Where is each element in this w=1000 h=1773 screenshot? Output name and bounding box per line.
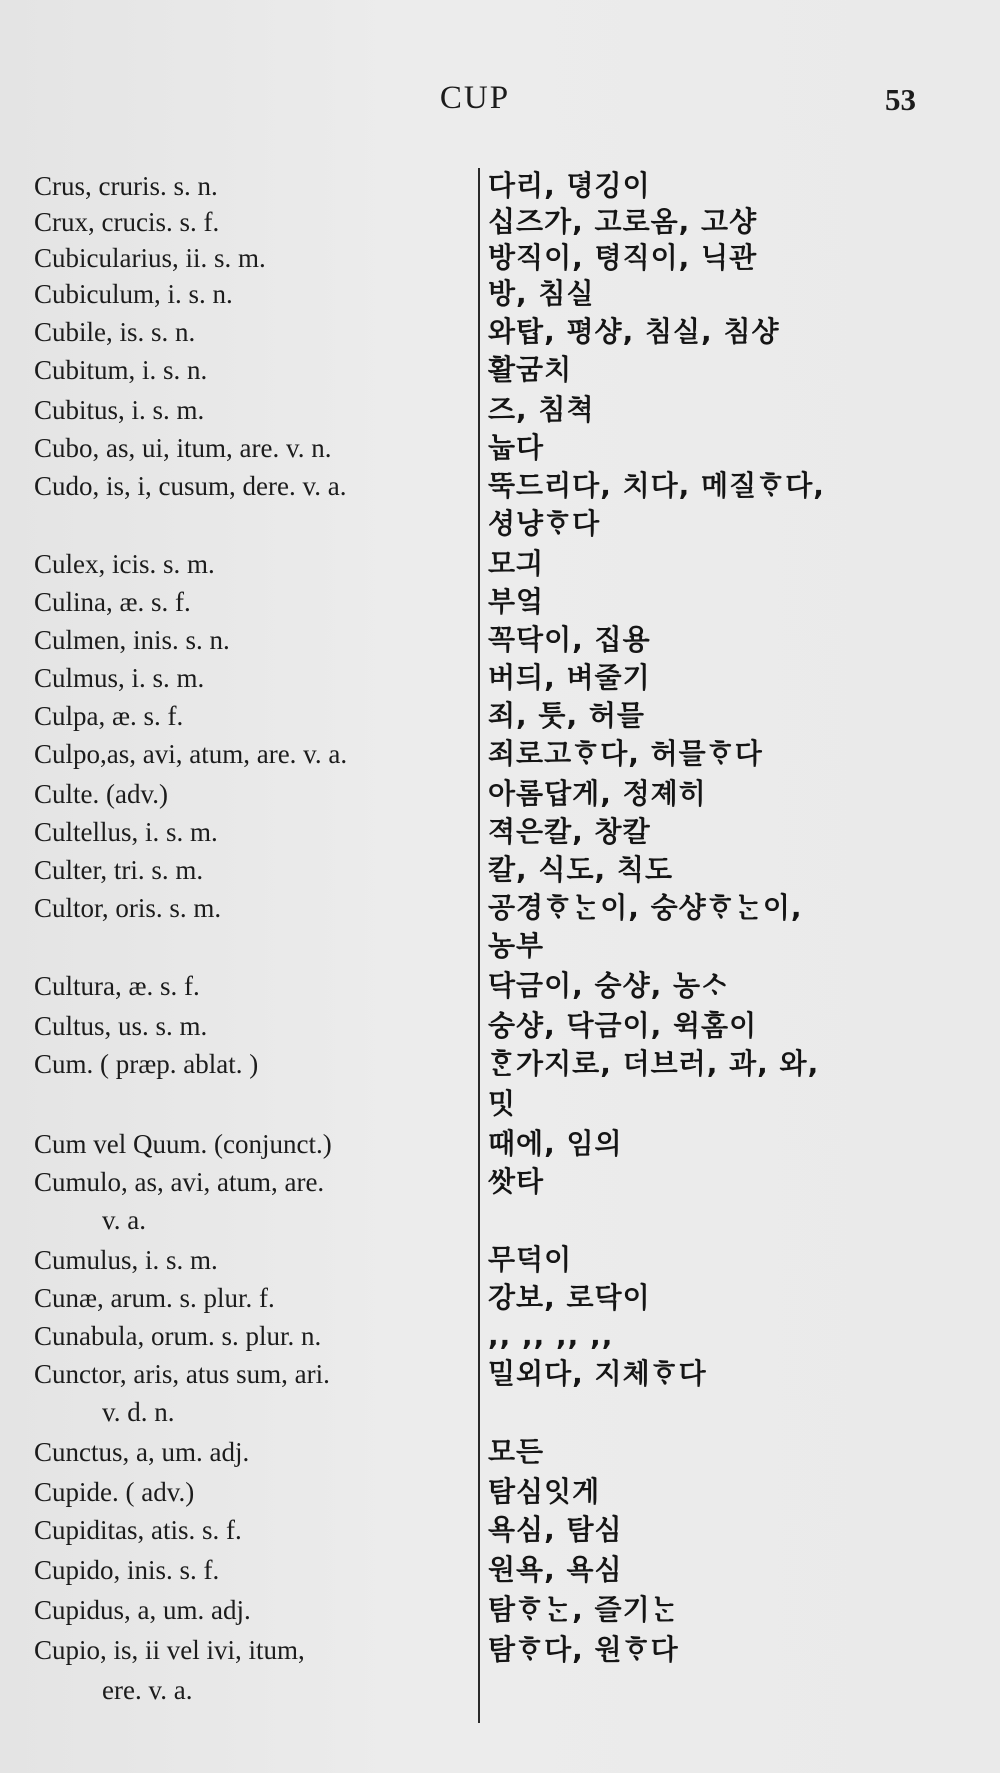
korean-definition: 무덕이: [488, 1243, 573, 1276]
korean-definition: 죄, 툿, 허믈: [488, 699, 645, 732]
latin-headword: Cubicularius, ii. s. m.: [34, 243, 266, 273]
latin-headword: Cubitum, i. s. n.: [34, 355, 208, 385]
korean-definition: 다리, 뎡깅이: [488, 169, 651, 202]
korean-definition-continuation: 밋: [488, 1087, 517, 1120]
latin-headword: Culmus, i. s. m.: [34, 663, 205, 693]
korean-definition: 활굼치: [488, 353, 573, 386]
korean-definition: 눕다: [488, 431, 545, 464]
latin-headword: Cubile, is. s. n.: [34, 317, 196, 347]
latin-headword: Cunctus, a, um. adj.: [34, 1437, 250, 1467]
latin-headword: Cubitus, i. s. m.: [34, 395, 205, 425]
latin-headword: Cumulo, as, avi, atum, are.: [34, 1167, 325, 1197]
korean-definition: 쌋타: [488, 1165, 545, 1198]
latin-headword: Cultus, us. s. m.: [34, 1011, 208, 1041]
latin-headword: Cumulus, i. s. m.: [34, 1245, 218, 1275]
page-number: 53: [885, 82, 916, 117]
page-header-title: CUP: [439, 80, 511, 116]
latin-headword-continuation: v. a.: [102, 1205, 146, 1235]
korean-definition: 아롬답게, 정졔히: [488, 777, 707, 810]
korean-definition-continuation: 셩냥ᄒᆞ다: [488, 507, 601, 540]
latin-headword: Cupio, is, ii vel ivi, itum,: [34, 1635, 305, 1665]
korean-definition: 부엌: [488, 585, 545, 618]
latin-headword: Culmen, inis. s. n.: [34, 625, 230, 655]
latin-headword: Cubiculum, i. s. n.: [34, 279, 233, 309]
latin-headword: Cupido, inis. s. f.: [34, 1555, 220, 1585]
latin-headword: Crus, cruris. s. n.: [34, 171, 218, 201]
latin-headword: Cum vel Quum. (conjunct.): [34, 1129, 332, 1159]
korean-definition: 밀외다, 지체ᄒᆞ다: [488, 1357, 707, 1390]
latin-headword: Cum. ( præp. ablat. ): [34, 1049, 259, 1079]
korean-definition: 방, 침실: [488, 277, 595, 310]
korean-definition: 닥금이, 숭샹, 농ᄉᆞ: [488, 969, 730, 1002]
latin-headword: Cunabula, orum. s. plur. n.: [34, 1321, 322, 1351]
latin-headword: Culte. (adv.): [34, 779, 168, 809]
korean-definition: 꼭닥이, 집용: [488, 623, 651, 656]
latin-headword: Culpo,as, avi, atum, are. v. a.: [34, 739, 348, 769]
korean-definition: 공경ᄒᆞᄂᆞᆫ이, 숭샹ᄒᆞᄂᆞᆫ이,: [488, 891, 803, 924]
latin-headword: Cultura, æ. s. f.: [34, 971, 200, 1001]
latin-headword: Cunctor, aris, atus sum, ari.: [34, 1359, 330, 1389]
korean-definition: 죄로고ᄒᆞ다, 허믈ᄒᆞ다: [488, 737, 763, 770]
latin-headword: Culex, icis. s. m.: [34, 549, 215, 579]
latin-headword: Cupidus, a, um. adj.: [34, 1595, 251, 1625]
korean-definition: 때에, 임의: [488, 1127, 623, 1160]
korean-definition: 모긔: [488, 547, 545, 580]
korean-definition: 와탑, 평샹, 침실, 침샹: [488, 315, 780, 348]
korean-definition-continuation: 농부: [488, 929, 545, 962]
korean-definition: 강보, 로닥이: [488, 1281, 651, 1314]
korean-definition: 즈, 침쳑: [488, 393, 595, 426]
latin-headword: Crux, crucis. s. f.: [34, 207, 220, 237]
latin-headword-continuation: v. d. n.: [102, 1397, 175, 1427]
latin-headword: Culina, æ. s. f.: [34, 587, 191, 617]
latin-headword: Cubo, as, ui, itum, are. v. n.: [34, 433, 332, 463]
korean-definition: 탐ᄒᆞ다, 원ᄒᆞ다: [488, 1633, 679, 1666]
korean-definition: 욕심, 탐심: [488, 1513, 623, 1546]
korean-definition: ᄒᆞᆫ가지로, 더브러, 과, 와,: [488, 1047, 820, 1080]
korean-definition: 십즈가, 고로옴, 고샹: [488, 205, 758, 238]
korean-definition: 칼, 식도, 칙도: [488, 853, 674, 886]
latin-headword: Culpa, æ. s. f.: [34, 701, 184, 731]
korean-definition: 원욕, 욕심: [488, 1553, 623, 1586]
latin-headword: Cultor, oris. s. m.: [34, 893, 222, 923]
korean-definition: 숭샹, 닥금이, 윅홈이: [488, 1009, 758, 1042]
korean-definition: 방직이, 텽직이, 닉관: [488, 241, 758, 274]
latin-headword: Cudo, is, i, cusum, dere. v. a.: [34, 471, 347, 501]
latin-headword: Cultellus, i. s. m.: [34, 817, 218, 847]
korean-definition: ,, ,, ,, ,,: [488, 1319, 614, 1352]
latin-headword-continuation: ere. v. a.: [102, 1675, 193, 1705]
korean-definition: 탐ᄒᆞᄂᆞᆫ, 즐기ᄂᆞᆫ: [488, 1593, 679, 1626]
latin-headword: Cupide. ( adv.): [34, 1477, 195, 1507]
column-divider: [478, 168, 480, 1723]
latin-headword: Culter, tri. s. m.: [34, 855, 204, 885]
korean-definition: 탐심잇게: [488, 1475, 601, 1508]
latin-headword: Cupiditas, atis. s. f.: [34, 1515, 242, 1545]
korean-definition: 젹은칼, 창칼: [488, 815, 651, 848]
latin-headword: Cunæ, arum. s. plur. f.: [34, 1283, 275, 1313]
korean-definition: 모든: [488, 1435, 545, 1468]
korean-definition: 버듸, 벼줄기: [488, 661, 651, 694]
korean-definition: 뚝드리다, 치다, 메질ᄒᆞ다,: [488, 469, 825, 502]
